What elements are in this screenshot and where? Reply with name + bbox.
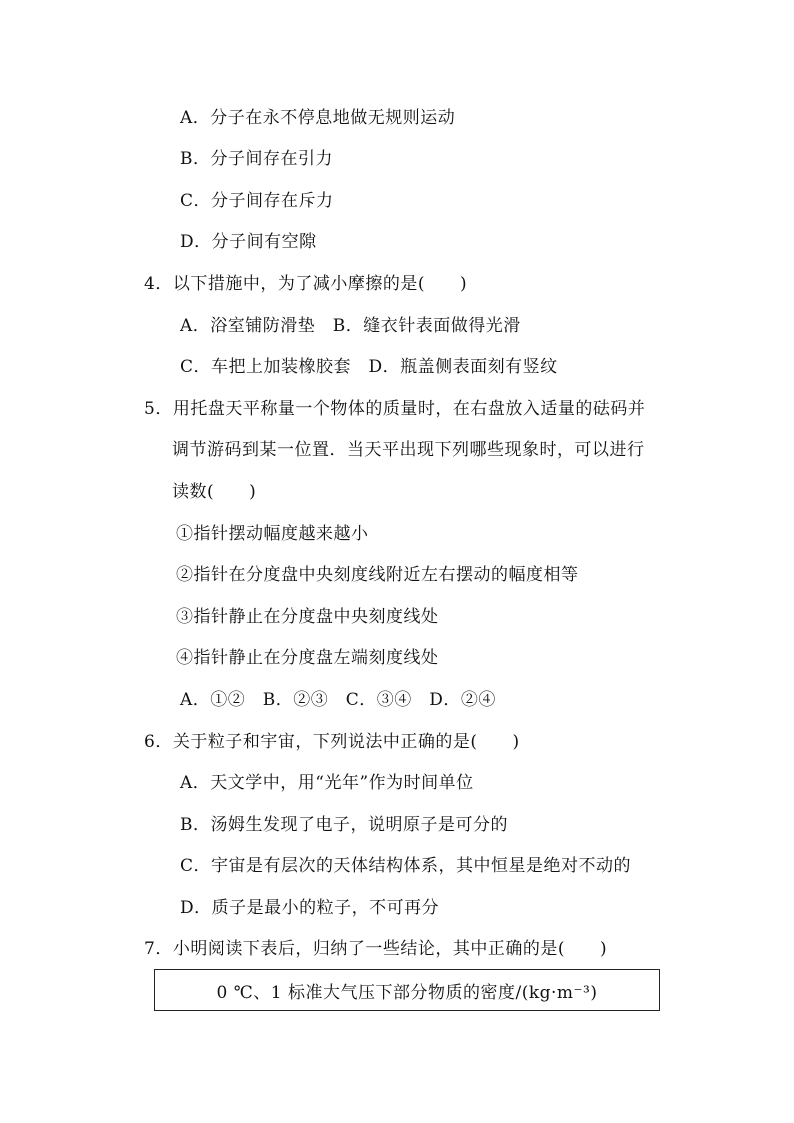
q6-option-c: C．宇宙是有层次的天体结构体系，其中恒星是绝对不动的 xyxy=(180,856,632,876)
q3-option-b: B．分子间存在引力 xyxy=(180,149,333,169)
q6-stem: 6．关于粒子和宇宙，下列说法中正确的是( ) xyxy=(144,732,520,752)
q3-option-c: C．分子间存在斥力 xyxy=(180,191,334,211)
q4-stem: 4．以下措施中，为了减小摩擦的是( ) xyxy=(144,274,468,294)
q4-options-row1: A．浴室铺防滑垫 B．缝衣针表面做得光滑 xyxy=(180,316,521,336)
density-table-caption: 0 ℃、1 标准大气压下部分物质的密度/(kg·m⁻³) xyxy=(216,982,598,1003)
q5-options: A．①② B．②③ C．③④ D．②④ xyxy=(180,690,496,710)
q5-item-3: ③指针静止在分度盘中央刻度线处 xyxy=(176,607,439,627)
q7-stem: 7．小明阅读下表后，归纳了一些结论，其中正确的是( ) xyxy=(144,939,608,959)
q6-option-a: A．天文学中，用“光年”作为时间单位 xyxy=(180,773,474,793)
q5-item-1: ①指针摆动幅度越来越小 xyxy=(176,524,369,544)
q6-option-d: D．质子是最小的粒子，不可再分 xyxy=(180,898,440,918)
q5-item-2: ②指针在分度盘中央刻度线附近左右摆动的幅度相等 xyxy=(176,565,579,585)
q5-stem-line2: 调节游码到某一位置．当天平出现下列哪些现象时，可以进行 xyxy=(172,440,645,460)
q5-item-4: ④指针静止在分度盘左端刻度线处 xyxy=(176,648,439,668)
q3-option-d: D．分子间有空隙 xyxy=(180,232,317,252)
density-table-header xyxy=(154,969,660,1011)
q4-options-row2: C．车把上加装橡胶套 D．瓶盖侧表面刻有竖纹 xyxy=(180,357,558,377)
q5-stem-line1: 5．用托盘天平称量一个物体的质量时，在右盘放入适量的砝码并 xyxy=(144,399,646,419)
q3-option-a: A．分子在永不停息地做无规则运动 xyxy=(180,108,456,128)
q5-stem-line3: 读数( ) xyxy=(172,482,257,502)
q6-option-b: B．汤姆生发现了电子，说明原子是可分的 xyxy=(180,815,508,835)
